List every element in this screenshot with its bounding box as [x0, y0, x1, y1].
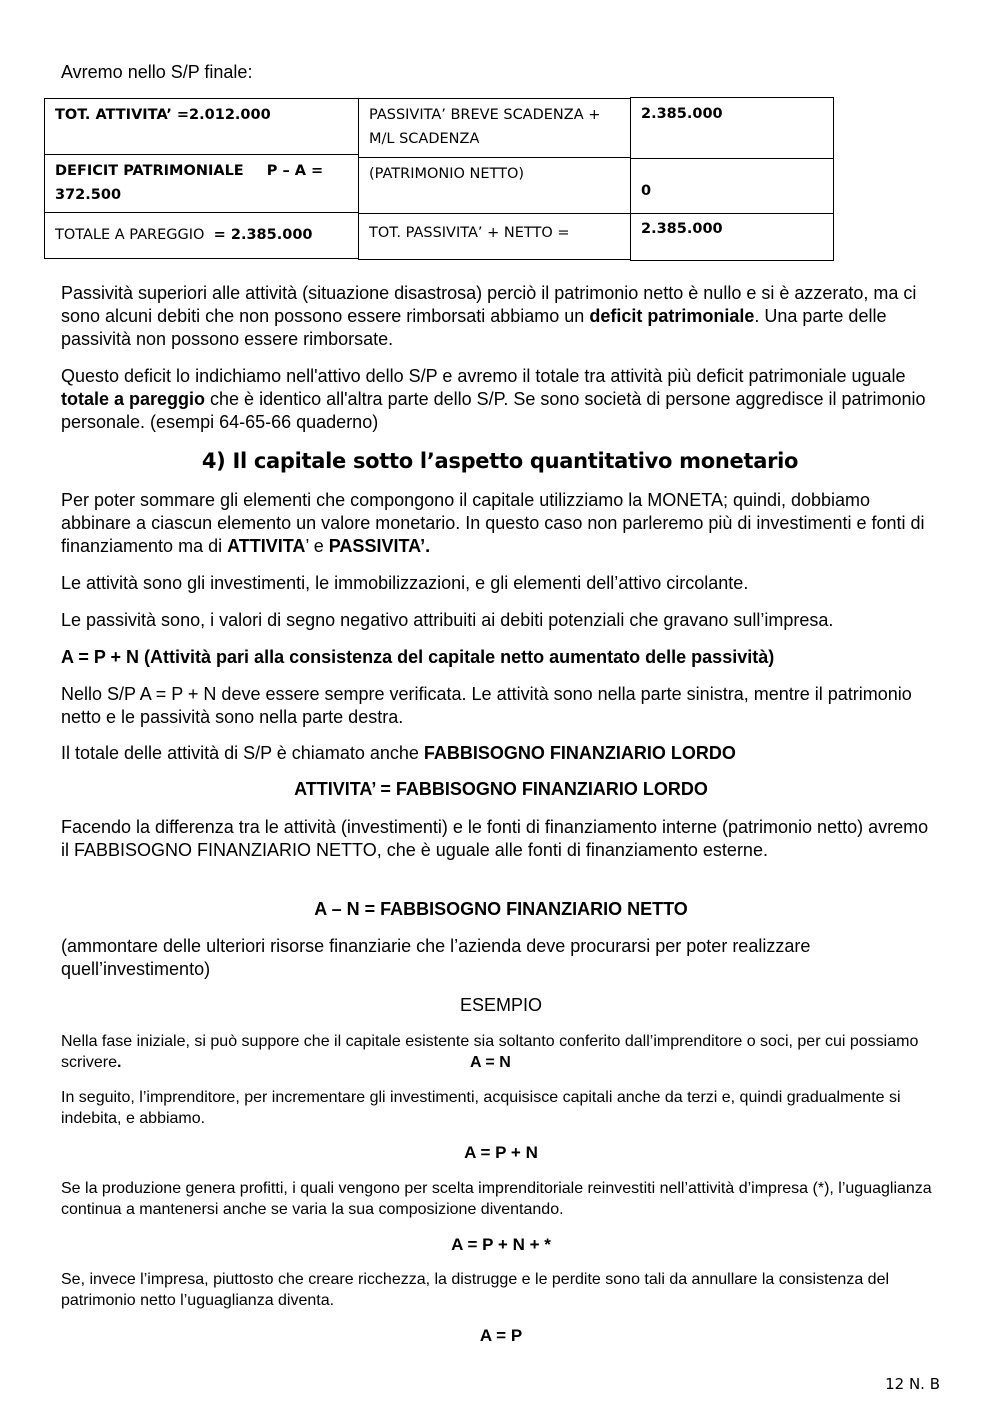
example-1: Nella fase iniziale, si può suppore che il capitale esistente sia soltanto conferito dall’imprenditore o soci, per cui possiamo scrivere. A = N	[61, 1033, 919, 1071]
equation-ap: A = P	[479, 1326, 523, 1345]
equation-apn: A = P + N	[464, 1143, 538, 1162]
paragraph-moneta: Per poter sommare gli elementi che compongono il capitale utilizziamo la MONETA; quindi, dobbiamo abbinare a ciascun elemento un valore monetario. In questo caso non parleremo più di investimenti e fonti di finanziamento ma di ATTIVITA’ e PASSIVITA’.	[61, 490, 925, 556]
cell-tot-passivita-label: TOT. PASSIVITA’ + NETTO =	[358, 213, 631, 260]
cell-tot-passivita-value: 2.385.000	[630, 213, 834, 261]
paragraph-deficit: Passività superiori alle attività (situazione disastrosa) perciò il patrimonio netto è nullo e si è azzerato, ma ci sono alcuni debiti che non possono essere rimborsati abbiamo un deficit patrimoniale. Una parte delle passività non possono essere rimborsate.	[61, 283, 917, 349]
example-3: Se la produzione genera profitti, i quali vengono per scelta imprenditoriale reinvestiti nell’attività d’impresa (*), l’uguaglianza continua a mantenersi anche se varia la sua composizione diventando.	[61, 1180, 932, 1218]
cell-passivita-value: 2.385.000	[630, 97, 834, 159]
cell-totale-pareggio: TOTALE A PAREGGIO = 2.385.000	[44, 212, 359, 259]
paragraph-netto: Facendo la differenza tra le attività (investimenti) e le fonti di finanziamento interne (patrimonio netto) avremo il FABBISOGNO FINANZIARIO NETTO, che è uguale alle fonti di finanziamento esterne.	[61, 817, 929, 860]
example-4: Se, invece l’impresa, piuttosto che creare ricchezza, la distrugge e le perdite sono tali da annullare la consistenza del patrimonio netto l’uguaglianza diventa.	[61, 1271, 890, 1309]
esempio-title: ESEMPIO	[459, 995, 543, 1015]
paragraph-sp: Nello S/P A = P + N deve essere sempre verificata. Le attività sono nella parte sinistra, mentre il patrimonio netto e le passività sono nella parte destra.	[61, 684, 912, 727]
equation-lordo: ATTIVITA’ = FABBISOGNO FINANZIARIO LORDO	[294, 779, 708, 799]
equation-apn-star: A = P + N + *	[451, 1235, 551, 1254]
paragraph-fabbisogno: Il totale delle attività di S/P è chiamato anche FABBISOGNO FINANZIARIO LORDO	[61, 743, 736, 763]
paragraph-passivita: Le passività sono, i valori di segno negativo attribuiti ai debiti potenziali che gravano sull’impresa.	[61, 610, 834, 630]
cell-deficit: DEFICIT PATRIMONIALE P – A = 372.500	[44, 154, 359, 213]
page-number: 12 N. B	[885, 1375, 940, 1393]
example-2: In seguito, l’imprenditore, per incrementare gli investimenti, acquisisce capitali anche da terzi e, quindi gradualmente si indebita, e abbiamo.	[61, 1089, 901, 1127]
cell-patrimonio-label: (PATRIMONIO NETTO)	[358, 157, 631, 214]
paragraph-attivita: Le attività sono gli investimenti, le immobilizzazioni, e gli elementi dell’attivo circolante.	[61, 573, 749, 593]
paragraph-equation-apn: A = P + N (Attività pari alla consistenza del capitale netto aumentato delle passività)	[61, 647, 775, 667]
section-heading: 4) Il capitale sotto l’aspetto quantitativo monetario	[201, 449, 799, 473]
paragraph-pareggio: Questo deficit lo indichiamo nell'attivo dello S/P e avremo il totale tra attività più deficit patrimoniale uguale totale a pareggio che è identico all'altra parte dello S/P. Se sono società di persone aggredisce il patrimonio personale. (esempi 64-65-66 quaderno)	[61, 366, 926, 432]
equation-netto: A – N = FABBISOGNO FINANZIARIO NETTO	[314, 899, 688, 919]
paragraph-ammontare: (ammontare delle ulteriori risorse finanziarie che l’azienda deve procurarsi per poter realizzare quell’investimento)	[61, 936, 811, 979]
cell-patrimonio-value: 0	[630, 158, 834, 214]
equation-an: A = N	[470, 1054, 511, 1071]
cell-passivita-label: PASSIVITA’ BREVE SCADENZA + M/L SCADENZA	[358, 98, 631, 158]
cell-tot-attivita: TOT. ATTIVITA’ =2.012.000	[44, 98, 359, 155]
intro-text: Avremo nello S/P finale:	[61, 62, 253, 82]
